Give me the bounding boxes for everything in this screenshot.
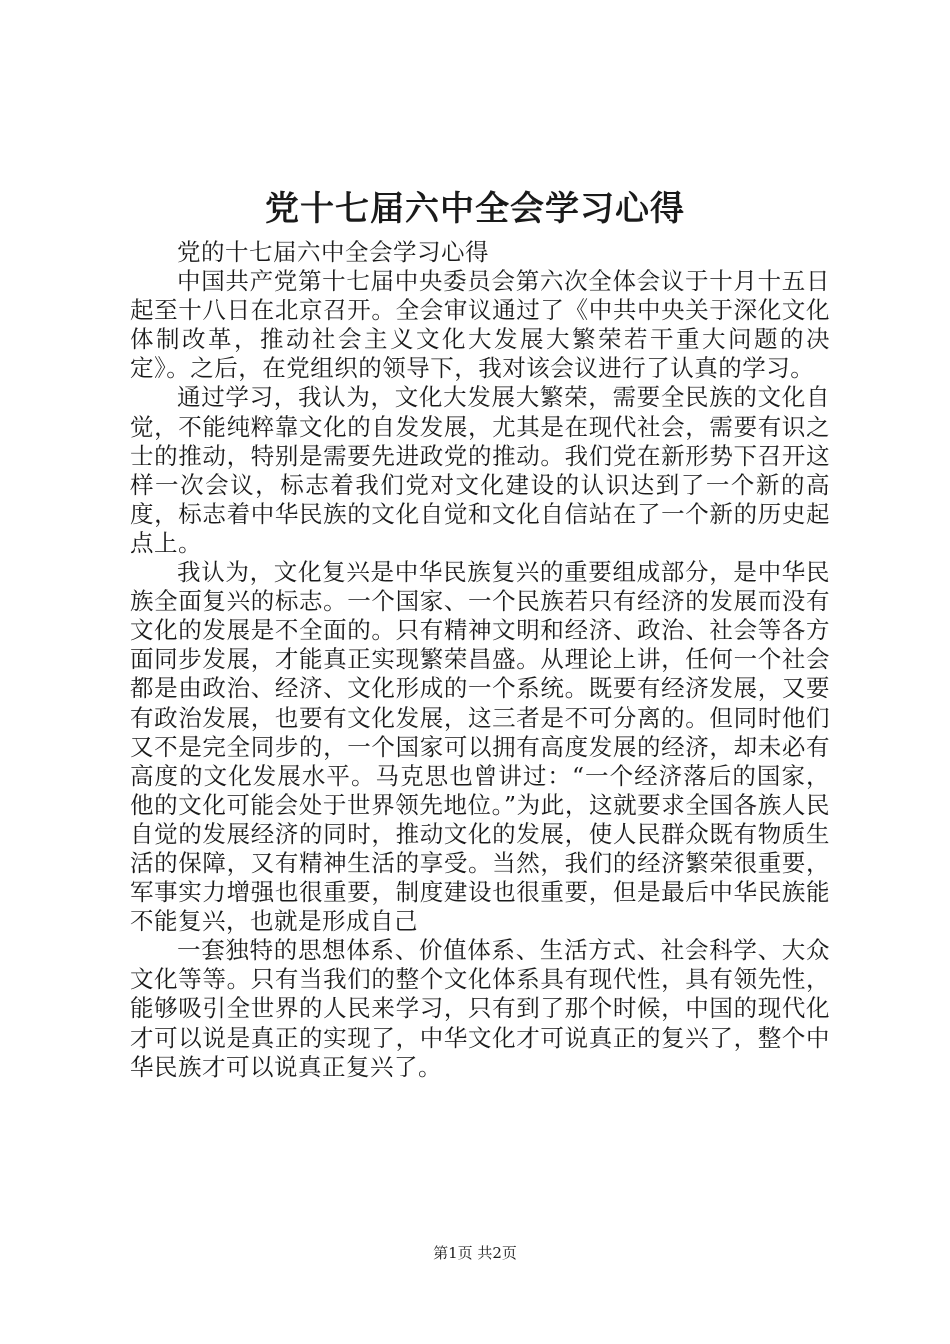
paragraph-subtitle: 党的十七届六中全会学习心得	[177, 238, 489, 266]
document-body	[130, 238, 830, 1082]
document-title: 党十七届六中全会学习心得	[265, 189, 685, 229]
paragraph: 中国共产党第十七届中央委员会第六次全体会议于十月十五日起至十八日在北京召开。全会审议通过了《中共中央关于深化文化体制改革，推动社会主义文化大发展大繁荣若干重大问题的决定》。之后，在党组织的领导下，我对该会议进行了认真的学习。	[130, 267, 830, 383]
paragraph: 我认为，文化复兴是中华民族复兴的重要组成部分，是中华民族全面复兴的标志。一个国家、一个民族若只有经济的发展而没有文化的发展是不全面的。只有精神文明和经济、政治、社会等各方面同步发展，才能真正实现繁荣昌盛。从理论上讲，任何一个社会都是由政治、经济、文化形成的一个系统。既要有经济发展，又要有政治发展，也要有文化发展，这三者是不可分离的。但同时他们又不是完全同步的，一个国家可以拥有高度发展的经济，却未必有高度的文化发展水平。马克思也曾讲过：“一个经济落后的国家，他的文化可能会处于世界领先地位。”为此，这就要求全国各族人民自觉的发展经济的同时，推动文化的发展，使人民群众既有物质生活的保障，又有精神生活的享受。当然，我们的经济繁荣很重要，军事实力增强也很重要，制度建设也很重要，但是最后中华民族能不能复兴，也就是形成自己	[130, 558, 830, 936]
page-footer: 第1页 共2页	[433, 1244, 517, 1262]
paragraph: 通过学习，我认为，文化大发展大繁荣，需要全民族的文化自觉，不能纯粹靠文化的自发发展，尤其是在现代社会，需要有识之士的推动，特别是需要先进政党的推动。我们党在新形势下召开这样一次会议，标志着我们党对文化建设的认识达到了一个新的高度，标志着中华民族的文化自觉和文化自信站在了一个新的历史起点上。	[130, 383, 830, 557]
paragraph: 一套独特的思想体系、价值体系、生活方式、社会科学、大众文化等等。只有当我们的整个文化体系具有现代性，具有领先性，能够吸引全世界的人民来学习，只有到了那个时候，中国的现代化才可以说是真正的实现了，中华文化才可说真正的复兴了，整个中华民族才可以说真正复兴了。	[130, 936, 830, 1081]
